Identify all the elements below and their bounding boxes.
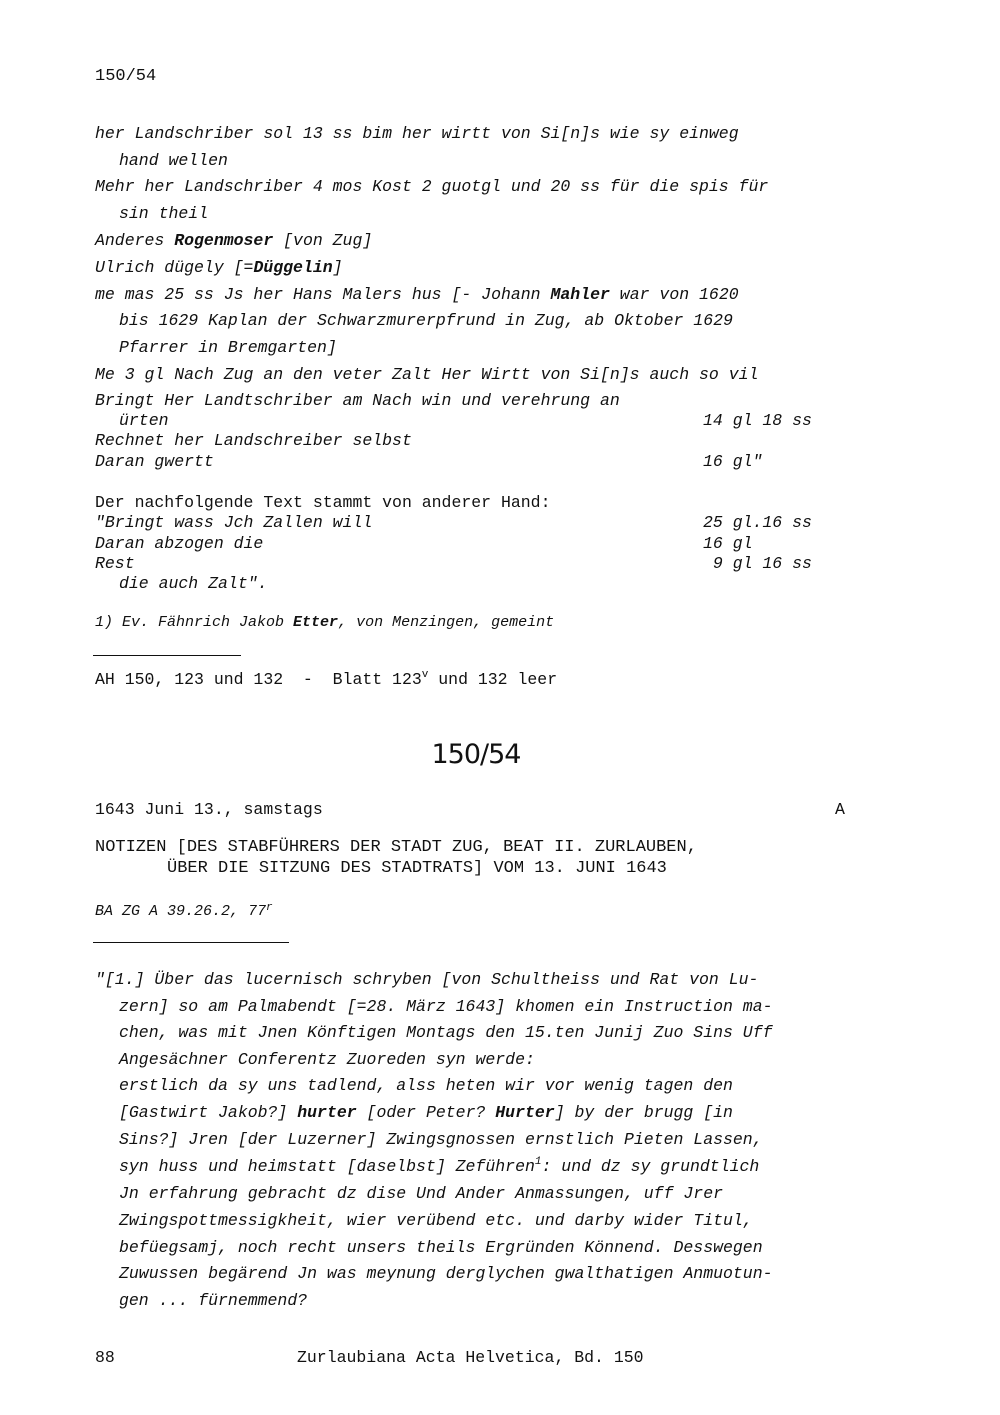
text-line: Sins?] Jren [der Luzerner] Zwingsgnossen ernstlich Pieten Lassen, xyxy=(119,1130,763,1149)
account-amount: 14 gl 18 ss xyxy=(703,411,812,430)
account-text: Bringt Her Landtschriber am Nach win und verehrung an xyxy=(95,391,620,410)
entry-date: 1643 Juni 13., samstags xyxy=(95,800,323,819)
text-line: erstlich da sy uns tadlend, alss heten wir vor wenig tagen den xyxy=(119,1076,733,1095)
separator-rule xyxy=(93,655,241,656)
running-page-ref: 150/54 xyxy=(95,67,157,86)
entry-title-line-1: NOTIZEN [DES STABFÜHRERS DER STADT ZUG, BEAT II. ZURLAUBEN, xyxy=(95,838,697,857)
text-line: Mehr her Landschriber 4 mos Kost 2 guotgl und 20 ss für die spis für xyxy=(95,177,769,196)
text-line: Zwingspottmessigkheit, wier verübend etc. und darby wider Titul, xyxy=(119,1211,753,1230)
account-text: die auch Zalt". xyxy=(119,574,268,593)
text-line: me mas 25 ss Js her Hans Malers hus [- Johann Mahler war von 1620 xyxy=(95,285,739,304)
person-name: Etter xyxy=(293,614,339,631)
text-line: Zuwussen begärend Jn was meynung derglychen gwalthatigen Anmuotun- xyxy=(119,1264,773,1283)
account-amount: 25 gl.16 ss xyxy=(703,513,812,532)
account-text: Daran abzogen die xyxy=(95,534,264,553)
page-number: 88 xyxy=(95,1348,115,1367)
person-name: Mahler xyxy=(550,285,610,304)
footnote-marker: 1 xyxy=(534,1156,542,1168)
entry-number: 150/54 xyxy=(431,739,521,770)
text-line: befüegsamj, noch recht unsers theils Ergründen Könnend. Desswegen xyxy=(119,1238,763,1257)
footnote: 1) Ev. Fähnrich Jakob Etter, von Menzingen, gemeint xyxy=(95,614,555,631)
text-line: bis 1629 Kaplan der Schwarzmurerpfrund in Zug, ab Oktober 1629 xyxy=(119,311,733,330)
text-line: "[1.] Über das lucernisch schryben [von Schultheiss und Rat von Lu- xyxy=(95,970,759,989)
person-name: Rogenmoser xyxy=(174,231,274,250)
text-line: zern] so am Palmabendt [=28. März 1643] khomen ein Instruction ma- xyxy=(119,997,773,1016)
publication-title: Zurlaubiana Acta Helvetica, Bd. 150 xyxy=(297,1348,644,1367)
text-line: gen ... fürnemmend? xyxy=(119,1291,308,1310)
account-amount: 9 gl 16 ss xyxy=(703,554,812,573)
entry-type-letter: A xyxy=(835,800,845,819)
account-text: Rechnet her Landschreiber selbst xyxy=(95,431,412,450)
person-name: Düggelin xyxy=(253,258,333,277)
text-line: Angesächner Conferentz Zuoreden syn werde: xyxy=(119,1050,535,1069)
editorial-note: Der nachfolgende Text stammt von anderer Hand: xyxy=(95,493,551,512)
text-line: sin theil xyxy=(119,204,209,223)
text-line: Anderes Rogenmoser [von Zug] xyxy=(95,231,373,250)
text-line: her Landschriber sol 13 ss bim her wirtt von Si[n]s wie sy einweg xyxy=(95,124,739,143)
text-line: Ulrich dügely [=Düggelin] xyxy=(95,258,343,277)
source-reference: AH 150, 123 und 132 - Blatt 123$^v$ und 132 leer xyxy=(95,669,558,689)
text-line: Pfarrer in Bremgarten] xyxy=(119,338,337,357)
account-text: ürten xyxy=(119,411,169,430)
text-line: syn huss und heimstatt [daselbst] Zeführen$^1$: und dz sy grundtlich xyxy=(119,1156,760,1176)
account-text: Daran gwertt xyxy=(95,452,214,471)
text-line: [Gastwirt Jakob?] hurter [oder Peter? Hurter] by der brugg [in xyxy=(119,1103,733,1122)
text-line: chen, was mit Jnen Könftigen Montags den 15.ten Junij Zuo Sins Uff xyxy=(119,1023,773,1042)
archive-reference: BA ZG A 39.26.2, 77$^r$ xyxy=(95,902,273,920)
text-line: Jn erfahrung gebracht dz dise Und Ander Anmassungen, uff Jrer xyxy=(119,1184,723,1203)
account-text: Rest xyxy=(95,554,135,573)
entry-title-line-2: ÜBER DIE SITZUNG DES STADTRATS] VOM 13. JUNI 1643 xyxy=(167,859,667,878)
person-name: Hurter xyxy=(495,1103,555,1122)
person-name: hurter xyxy=(297,1103,357,1122)
account-amount: 16 gl xyxy=(703,534,753,553)
separator-rule xyxy=(93,942,289,943)
account-amount: 16 gl" xyxy=(703,452,763,471)
text-line: hand wellen xyxy=(119,151,228,170)
text-line: Me 3 gl Nach Zug an den veter Zalt Her Wirtt von Si[n]s auch so vil xyxy=(95,365,759,384)
account-text: "Bringt wass Jch Zallen will xyxy=(95,513,373,532)
